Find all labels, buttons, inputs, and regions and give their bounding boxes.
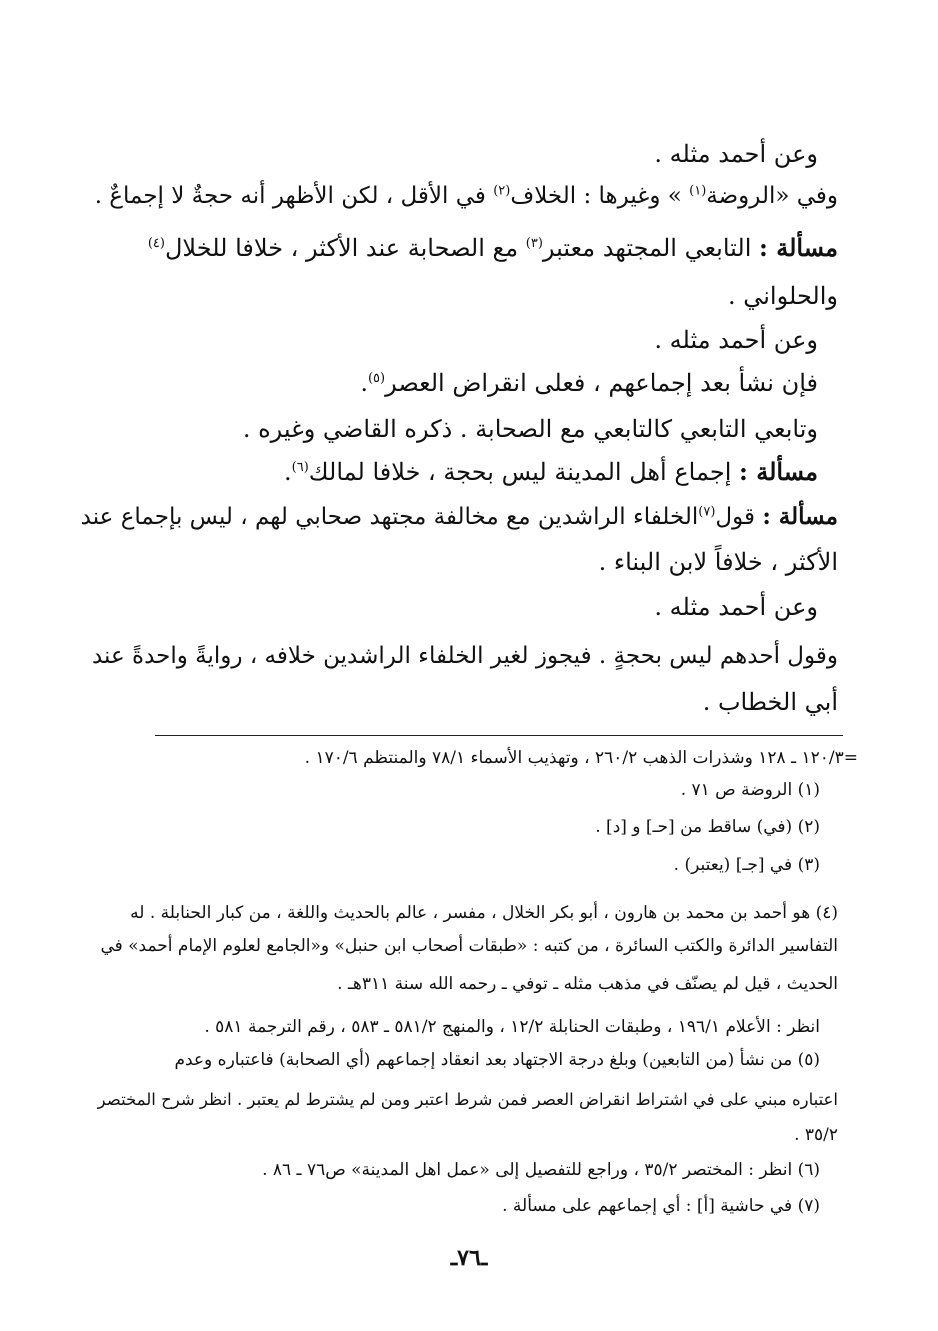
footnote-4-line-2: [100, 936, 838, 956]
text: (١) الروضة ص ٧١ .: [680, 780, 820, 800]
masala-keyword: مسألة :: [739, 457, 818, 486]
footnote-1: [681, 780, 820, 800]
footnote-ref-3: (٣): [525, 236, 543, 251]
footnote-4-source: [204, 1017, 820, 1037]
text: وفي «الروضة: [706, 183, 838, 209]
main-line-1: [654, 140, 818, 168]
footnote-3: [674, 855, 820, 875]
footnote-5-line-2: [98, 1090, 838, 1109]
text: وقول أحدهم ليس بحجةٍ . فيجوز لغير الخلفاء الراشدين خلافه ، روايةً واحدةً عند: [91, 643, 838, 669]
text: إجماع أهل المدينة ليس بحجة ، خلافا لمالك: [308, 458, 732, 486]
text: الخلفاء الراشدين مع مخالفة مجتهد صحابي لهم ، ليس بإجماع عند: [80, 504, 699, 530]
text: الأكثر ، خلافاً لابن البناء .: [598, 548, 838, 576]
footnote-5-line-3: [794, 1125, 838, 1145]
text: (٥) من نشأ (من التابعين) وبلغ درجة الاجتهاد بعد انعقاد إجماعهم (أي الصحابة) فاعتباره وعدم: [174, 1050, 820, 1070]
main-line-3: [148, 233, 838, 262]
main-line-12: [92, 643, 838, 669]
footnote-ref-7: (٧): [698, 504, 716, 520]
main-line-8: [284, 457, 818, 486]
main-line-4: [728, 282, 838, 310]
text: وعن أحمد مثله .: [654, 593, 818, 621]
text: (٧) في حاشية [أ] : أي إجماعهم على مسألة .: [502, 1196, 820, 1216]
text: انظر : الأعلام ١٩٦/١ ، وطبقات الحنابلة ١٢/٢ ، والمنهج ٥٨١/٢ ـ ٥٨٣ ، رقم الترجمة ٥٨١ .: [204, 1017, 820, 1037]
footnote-4-line-3: [337, 974, 838, 994]
footnote-6: [262, 1160, 820, 1180]
main-line-13: [703, 688, 838, 716]
main-line-6: [360, 369, 818, 397]
text: أبي الخطاب .: [702, 688, 838, 716]
text: مع الصحابة عند الأكثر ، خلافا للخلال: [164, 234, 519, 262]
text: وعن أحمد مثله .: [654, 326, 818, 354]
footnote-ref-1: (١): [689, 183, 707, 199]
main-line-11: [654, 593, 818, 621]
footnote-4-line-1: [130, 903, 838, 923]
text: والحلواني .: [727, 282, 838, 310]
text: الحديث ، قيل لم يصنّف في مذهب مثله ـ توفي ـ رحمه الله سنة ٣١١هـ .: [337, 974, 838, 994]
footnote-7: [502, 1196, 820, 1216]
footnote-ref-5: (٥): [367, 371, 386, 386]
footnote-ref-2: (٢): [493, 183, 511, 199]
footnote-ref-4: (٤): [147, 236, 165, 251]
footnote-ref-6: (٦): [291, 460, 309, 475]
footnote-2: [595, 817, 820, 837]
text: » وغيرها : الخلاف: [510, 183, 682, 209]
main-line-7: [243, 415, 818, 443]
text: (٤) هو أحمد بن محمد بن هارون ، أبو بكر الخلال ، مفسر ، عالم بالحديث واللغة ، من كبار الحنابلة . له: [130, 903, 838, 923]
text: .: [284, 458, 292, 486]
text: وتابعي التابعي كالتابعي مع الصحابة . ذكره القاضي وغيره .: [242, 415, 818, 443]
text: وعن أحمد مثله .: [654, 140, 818, 168]
text: ٣٥/٢ .: [794, 1125, 838, 1145]
main-line-2: [95, 183, 838, 209]
main-line-5: [654, 326, 818, 354]
masala-keyword: مسألة :: [762, 503, 838, 530]
text: (٢) (في) ساقط من [حـ] و [د] .: [595, 817, 820, 837]
text: .: [360, 369, 368, 397]
text: في الأقل ، لكن الأظهر أنه حجةٌ لا إجماعٌ .: [94, 183, 486, 209]
text: التابعي المجتهد معتبر: [542, 234, 752, 262]
footnote-continuation: [305, 748, 858, 768]
text: (٣) في [جـ] (يعتبر) .: [673, 855, 820, 875]
footnote-5-line-1: [174, 1050, 820, 1070]
text: (٦) انظر : المختصر ٣٥/٢ ، وراجع للتفصيل إلى «عمل اهل المدينة» ص٧٦ ـ ٨٦ .: [262, 1160, 820, 1180]
masala-keyword: مسألة :: [759, 233, 838, 262]
footnote-separator: [155, 735, 843, 736]
text: اعتباره مبني على في اشتراط انقراض العصر فمن شرط اعتبر ومن لم يشترط لم يعتبر . انظر شرح المختصر: [97, 1090, 838, 1109]
page-number: ـ٧٦ـ: [450, 1245, 488, 1271]
main-line-10: [599, 548, 838, 576]
main-line-9: [81, 503, 838, 530]
text: فإن نشأ بعد إجماعهم ، فعلى انقراض العصر: [385, 369, 818, 397]
text: التفاسير الدائرة والكتب السائرة ، من كتبه : «طبقات أصحاب ابن حنبل» و«الجامع لعلوم الإمام أحمد» في: [100, 936, 838, 956]
text: =١٢٠/٣ ـ ١٢٨ وشذرات الذهب ٢٦٠/٢ ، وتهذيب الأسماء ٧٨/١ والمنتظم ١٧٠/٦ .: [304, 748, 858, 768]
text: قول: [715, 504, 755, 530]
